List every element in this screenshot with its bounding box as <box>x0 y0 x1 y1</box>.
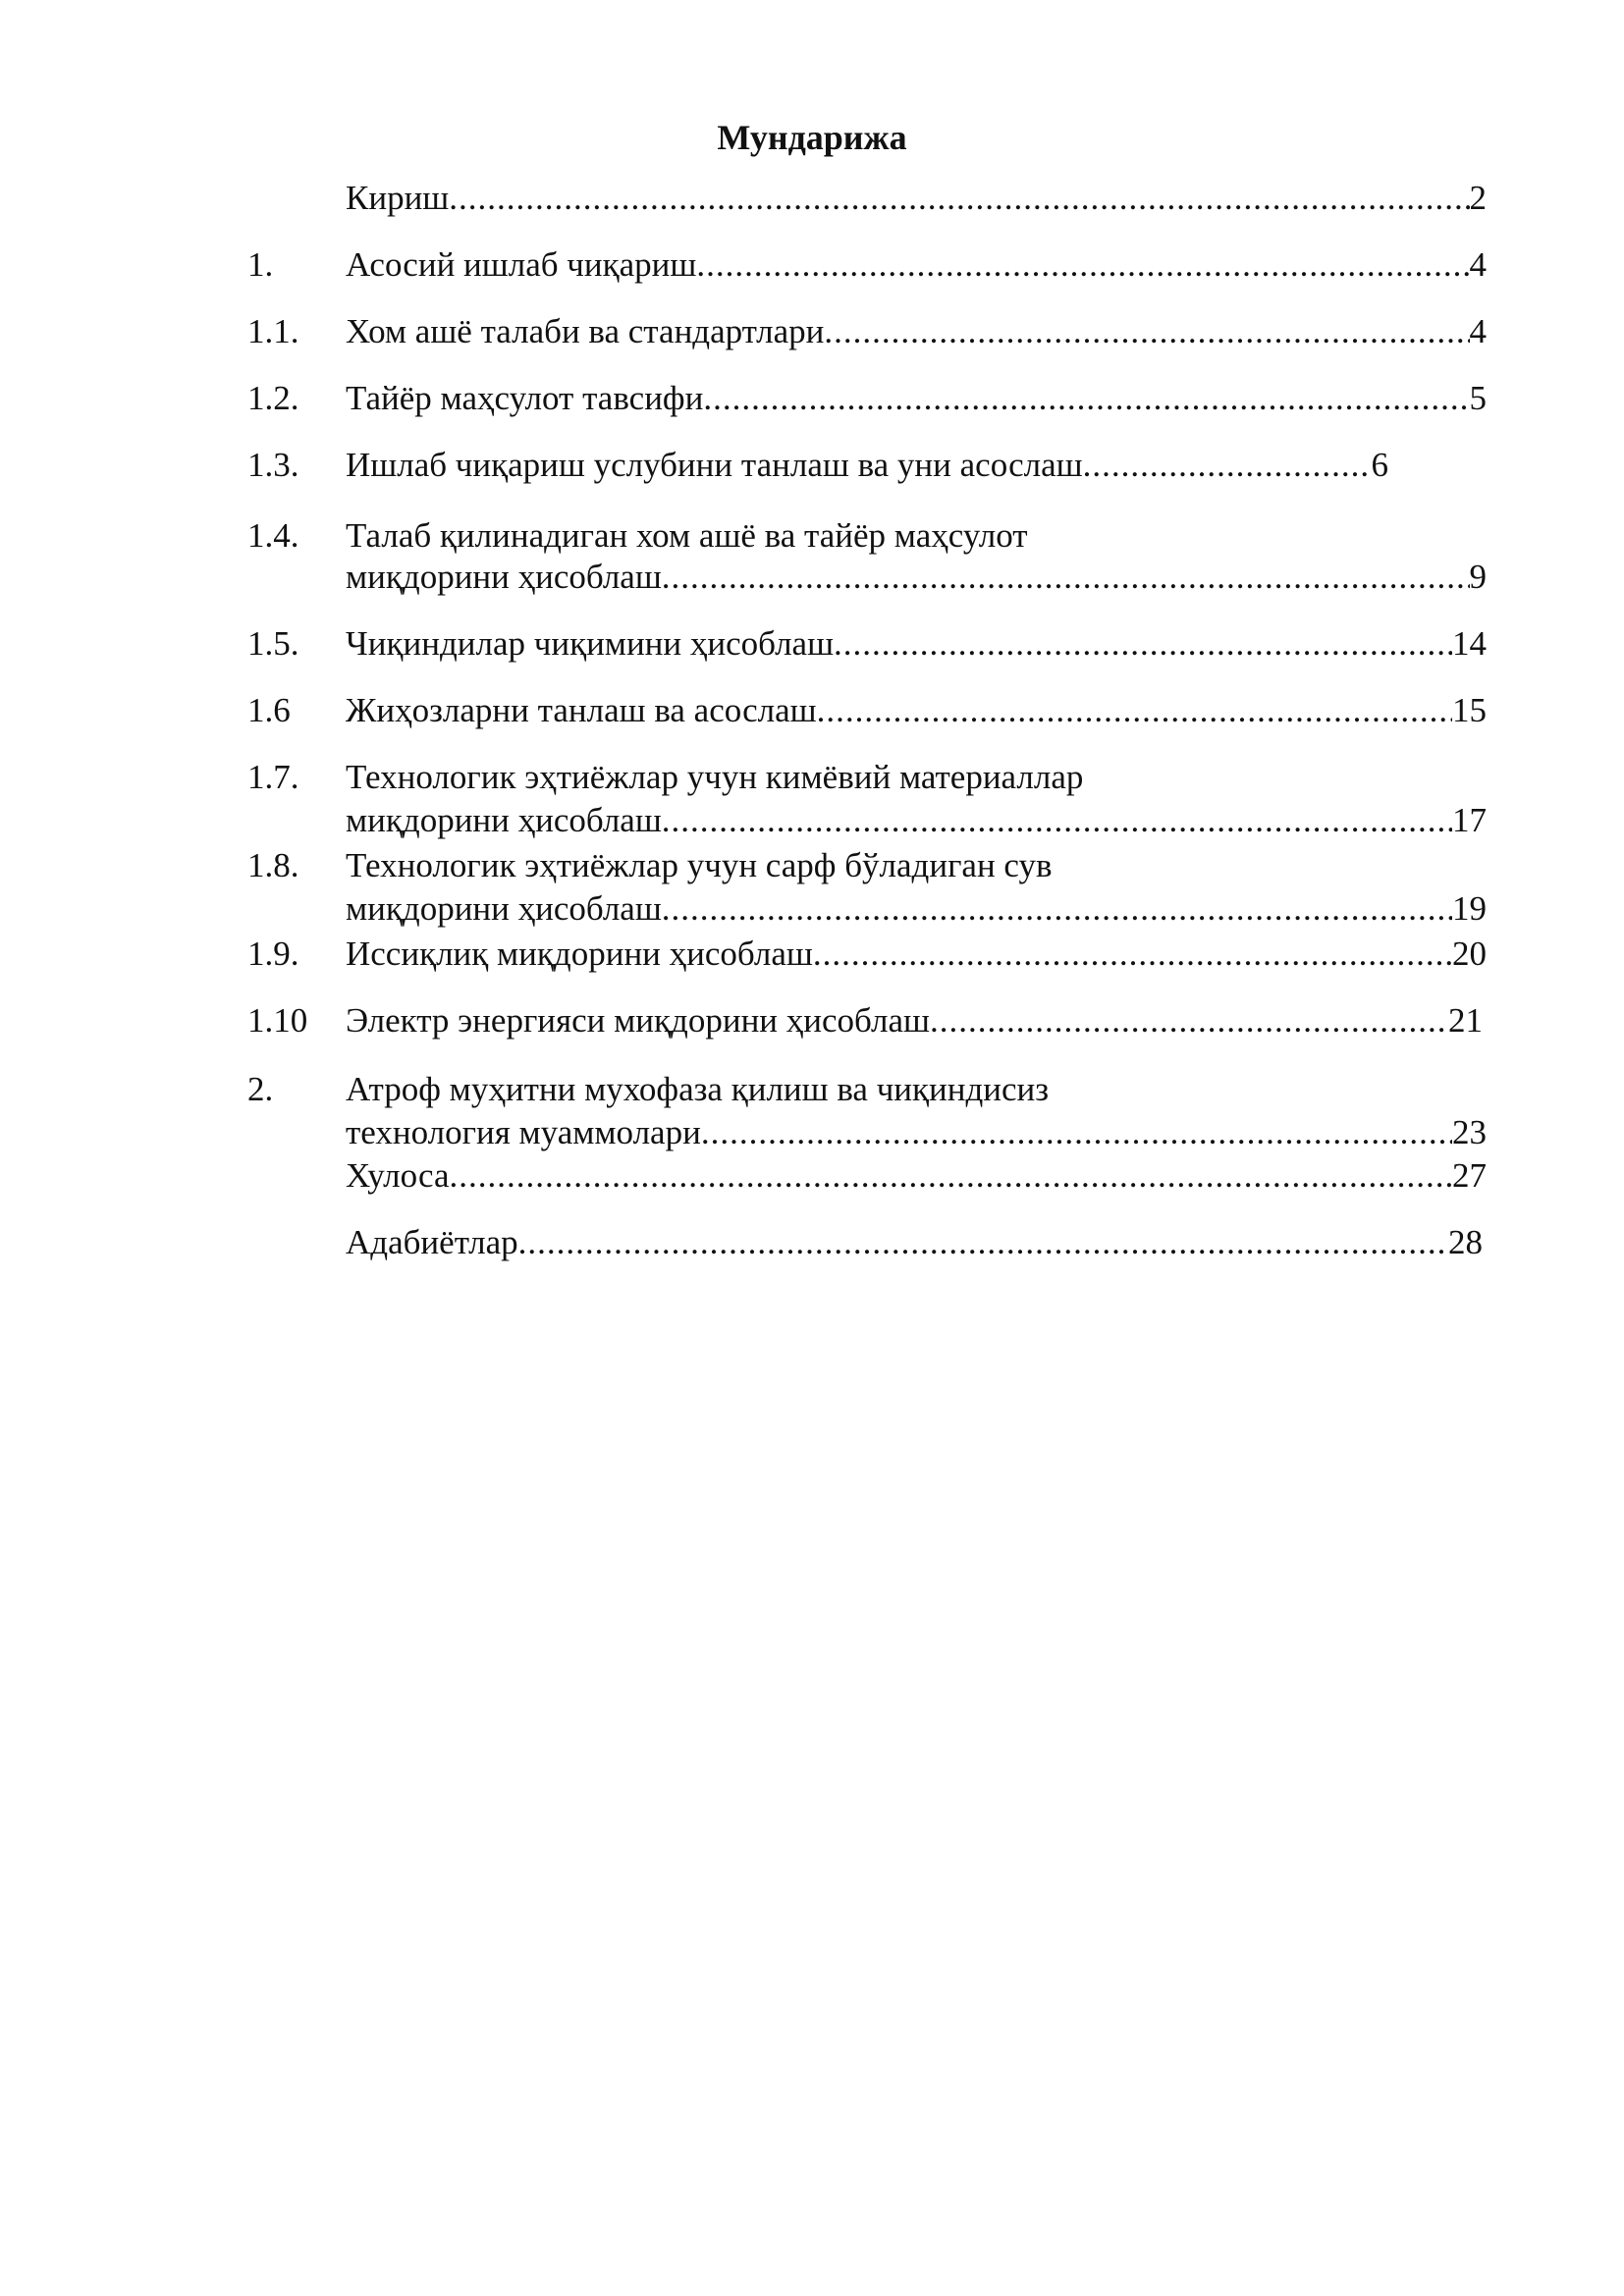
toc-entry-line <box>346 514 1406 558</box>
toc-entry-line <box>346 844 1406 887</box>
toc-leader-dots <box>701 1111 1452 1154</box>
toc-entry-page: 19 <box>1452 889 1487 928</box>
toc-entry-number: 1.2. <box>247 379 299 417</box>
toc-entry-page: 17 <box>1452 801 1487 839</box>
toc-entry-title: Ишлаб чиқариш услубини танлаш ва уни асослаш <box>346 446 1083 484</box>
toc-entry-page: 14 <box>1452 624 1487 663</box>
toc-entry-number: 1.9. <box>247 934 299 973</box>
toc-entry-title: Технологик эҳтиёжлар учун кимёвий материаллар <box>346 758 1084 796</box>
toc-entry-title: Иссиқлиқ миқдорини ҳисоблаш <box>346 934 813 973</box>
toc-entry-line <box>346 622 1487 666</box>
toc-leader-dots <box>813 933 1452 976</box>
toc-entry-line <box>346 377 1487 420</box>
toc-entry-title: Электр энергияси миқдорини ҳисоблаш <box>346 1001 930 1040</box>
toc-leader-dots <box>450 1154 1453 1198</box>
toc-entry-page: 20 <box>1452 934 1487 973</box>
toc-entry-line <box>346 689 1487 732</box>
toc-entry-line <box>346 933 1487 976</box>
toc-entry-title-continued: миқдорини ҳисоблаш <box>346 558 662 596</box>
toc-entry-page: 4 <box>1469 312 1487 350</box>
toc-leader-dots <box>449 177 1469 220</box>
toc-entry-title: Асосий ишлаб чиқариш <box>346 245 697 284</box>
toc-entry-number: 1.8. <box>247 846 299 884</box>
toc-entry-number: 1. <box>247 245 274 284</box>
toc-entry-page: 5 <box>1469 379 1487 417</box>
toc-leader-dots <box>703 377 1469 420</box>
toc-entry-line <box>346 887 1487 931</box>
toc-leader-dots <box>662 799 1452 842</box>
toc-entry-title: Кириш <box>346 179 450 217</box>
toc-entry-title: Хулоса <box>346 1156 450 1195</box>
toc-leader-dots <box>834 622 1452 666</box>
toc-entry-line <box>346 243 1487 287</box>
toc-entry-line <box>346 1111 1487 1154</box>
toc-entry-line <box>346 177 1487 220</box>
toc-leader-dots <box>817 689 1452 732</box>
toc-leader-dots <box>662 887 1452 931</box>
toc-leader-dots <box>518 1221 1448 1264</box>
toc-entry-page: 6 <box>1371 446 1388 484</box>
toc-entry-line <box>346 799 1487 842</box>
toc-leader-dots <box>662 556 1470 599</box>
toc-entry-line <box>346 444 1388 487</box>
toc-entry-page: 27 <box>1452 1156 1487 1195</box>
toc-entry-title: Хом ашё талаби ва стандартлари <box>346 312 825 350</box>
toc-entry-number: 1.1. <box>247 312 299 350</box>
toc-entry-title: Атроф муҳитни мухофаза қилиш ва чиқиндисиз <box>346 1070 1050 1108</box>
toc-entry-number: 1.4. <box>247 516 299 555</box>
toc-entry-page: 15 <box>1452 691 1487 729</box>
toc-entry-title: Талаб қилинадиган хом ашё ва тайёр маҳсулот <box>346 516 1028 555</box>
toc-entry-line <box>346 1221 1483 1264</box>
toc-entry-page: 28 <box>1448 1223 1483 1261</box>
toc-entry-page: 2 <box>1469 179 1487 217</box>
toc-entry-line <box>346 1154 1487 1198</box>
toc-leader-dots <box>824 310 1469 353</box>
toc-entry-page: 21 <box>1448 1001 1483 1040</box>
toc-entry-title: Адабиётлар <box>346 1223 518 1261</box>
toc-entry-title: Тайёр маҳсулот тавсифи <box>346 379 704 417</box>
toc-leader-dots <box>930 999 1448 1042</box>
toc-entry-title-continued: миқдорини ҳисоблаш <box>346 801 662 839</box>
toc-entry-page: 23 <box>1452 1113 1487 1151</box>
toc-entry-number: 1.7. <box>247 758 299 796</box>
toc-leader-dots <box>696 243 1469 287</box>
toc-entry-number: 2. <box>247 1070 274 1108</box>
toc-entry-line <box>346 999 1483 1042</box>
toc-entry-number: 1.3. <box>247 446 299 484</box>
toc-entry-line <box>346 310 1487 353</box>
toc-entry-title: Чиқиндилар чиқимини ҳисоблаш <box>346 624 835 663</box>
toc-entry-line <box>346 556 1487 599</box>
toc-entry-line <box>346 1068 1406 1111</box>
toc-entry-title-continued: миқдорини ҳисоблаш <box>346 889 662 928</box>
toc-entry-page: 9 <box>1469 558 1487 596</box>
toc-entry-number: 1.10 <box>247 1001 308 1040</box>
toc-entry-title: Технологик эҳтиёжлар учун сарф бўладиган сув <box>346 846 1053 884</box>
toc-entry-number: 1.6 <box>247 691 291 729</box>
toc-entry-page: 4 <box>1469 245 1487 284</box>
toc-entry-title: Жиҳозларни танлаш ва асослаш <box>346 691 817 729</box>
toc-leader-dots <box>1083 444 1372 487</box>
page-title: Мундарижа <box>717 118 907 157</box>
toc-entry-line <box>346 756 1406 799</box>
toc-entry-title-continued: технология муаммолари <box>346 1113 701 1151</box>
toc-entry-number: 1.5. <box>247 624 299 663</box>
